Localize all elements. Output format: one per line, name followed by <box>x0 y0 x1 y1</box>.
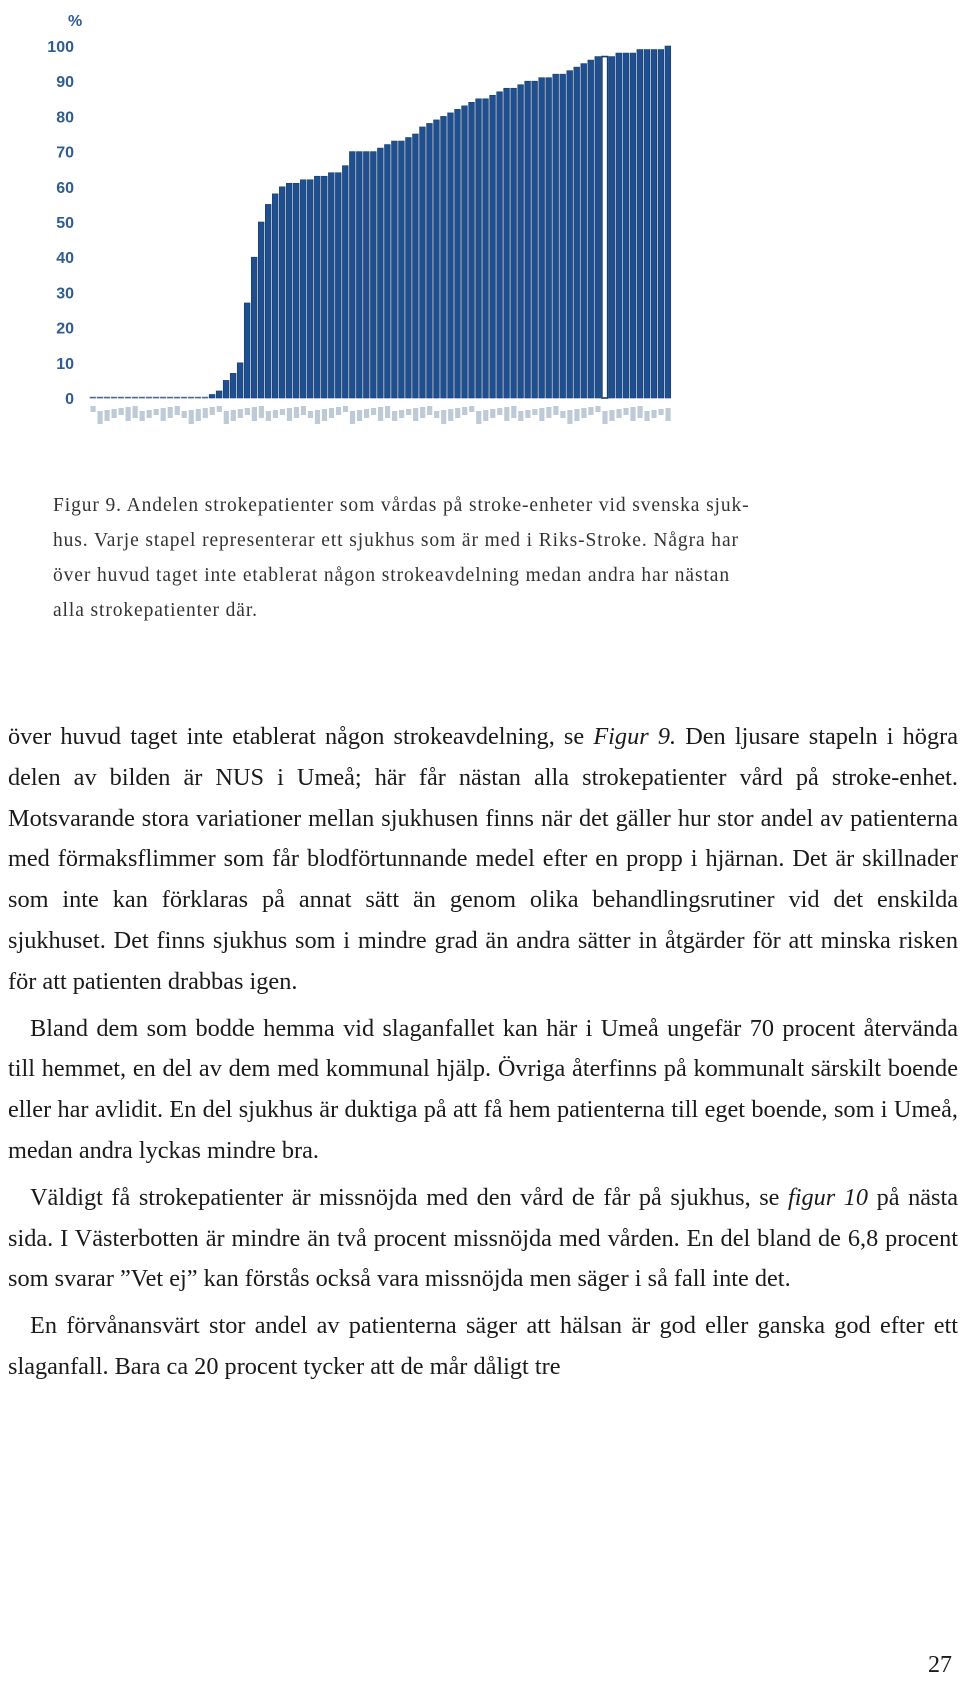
x-tick-label-illegible <box>651 410 656 418</box>
bar <box>286 183 292 398</box>
x-tick-label-illegible <box>364 409 369 418</box>
x-tick-label-illegible <box>112 409 117 418</box>
x-tick-label-illegible <box>413 408 418 421</box>
bar <box>532 81 538 398</box>
bar <box>370 152 376 398</box>
figure-reference: figur 10 <box>787 1183 869 1211</box>
bar <box>539 78 545 398</box>
x-tick-label-illegible <box>231 410 236 421</box>
chart-y-axis <box>47 13 82 408</box>
paragraph-2: Bland dem som bodde hemma vid slaganfallet kan här i Umeå ungefär 70 procent återvända till hemmet, en del av dem med kommunal hjälp. Övriga återfinns på kommunalt särskilt boende eller har avlidit. En del sjukhus är duktiga på att få hem patienterna till eget boende, som i Umeå, medan andra lyckas mindre bra. <box>8 1014 958 1164</box>
bar <box>588 60 594 398</box>
paragraph-3 <box>8 1178 958 1300</box>
bar <box>581 64 587 398</box>
bar <box>427 123 433 398</box>
chart-x-labels <box>91 406 671 424</box>
x-tick-label-illegible <box>315 410 320 424</box>
x-tick-label-illegible <box>189 410 194 424</box>
x-tick-label-illegible <box>238 409 243 418</box>
bar <box>399 141 405 398</box>
x-tick-label-illegible <box>560 411 565 418</box>
bar <box>483 99 489 398</box>
x-tick-label-illegible <box>301 406 306 415</box>
bar <box>167 397 173 398</box>
x-tick-label-illegible <box>266 411 271 421</box>
x-tick-label-illegible <box>336 407 341 415</box>
bar <box>237 363 243 398</box>
bar <box>363 152 369 398</box>
bar <box>279 187 285 398</box>
x-tick-label-illegible <box>462 407 467 415</box>
bar <box>202 397 208 398</box>
bar <box>469 102 475 398</box>
bar <box>665 46 671 398</box>
bar <box>356 152 362 398</box>
bar <box>174 397 180 398</box>
bar <box>342 166 348 398</box>
x-tick-label-illegible <box>168 407 173 418</box>
x-tick-label-illegible <box>392 411 397 421</box>
bar <box>448 113 454 398</box>
x-tick-label-illegible <box>161 408 166 421</box>
caption-line: över huvud taget inte etablerat någon strokeavdelning medan andra har nästan <box>53 565 731 586</box>
x-tick-label-illegible <box>630 407 635 421</box>
x-tick-label-illegible <box>511 406 516 418</box>
bar <box>97 397 103 398</box>
bar <box>251 257 257 398</box>
bar <box>188 397 194 398</box>
y-tick-label: 70 <box>56 144 74 162</box>
bar <box>293 183 299 398</box>
paragraph-text: på nästa sida. I Västerbotten är mindre än två procent missnöjda med vården. En del bland de 6,8 procent som svarar ”Vet ej” kan förstås också vara missnöjda men säger i så fall inte det. <box>8 1183 958 1293</box>
x-tick-label-illegible <box>644 411 649 421</box>
x-tick-label-illegible <box>203 408 208 418</box>
bar <box>125 397 131 398</box>
bar <box>349 152 355 398</box>
bar <box>377 148 383 398</box>
bar-highlight <box>602 57 608 398</box>
x-tick-label-illegible <box>518 411 523 421</box>
bar <box>560 74 566 398</box>
bar <box>160 397 166 398</box>
bar-chart <box>30 0 730 470</box>
x-tick-label-illegible <box>567 410 572 424</box>
bar <box>413 134 419 398</box>
x-tick-label-illegible <box>182 411 187 418</box>
x-tick-label-illegible <box>553 406 558 415</box>
x-tick-label-illegible <box>210 407 215 415</box>
x-tick-label-illegible <box>322 409 327 421</box>
y-tick-label: 100 <box>47 39 74 56</box>
bar <box>595 57 601 398</box>
bar <box>314 176 320 398</box>
x-tick-label-illegible <box>91 406 96 412</box>
bar <box>209 394 215 398</box>
x-tick-label-illegible <box>126 407 131 421</box>
x-tick-label-illegible <box>420 407 425 418</box>
x-tick-label-illegible <box>245 408 250 415</box>
chart-svg <box>30 0 730 470</box>
bar <box>104 397 110 398</box>
x-tick-label-illegible <box>406 409 411 415</box>
bar <box>111 397 117 398</box>
x-tick-label-illegible <box>504 407 509 421</box>
y-tick-label: 10 <box>56 355 74 373</box>
y-tick-label: 50 <box>56 215 74 232</box>
bar <box>609 57 615 398</box>
x-tick-label-illegible <box>623 408 628 415</box>
bar <box>300 180 306 398</box>
x-tick-label-illegible <box>378 407 383 421</box>
bar <box>490 95 496 398</box>
page-number: 27 <box>928 1652 952 1678</box>
y-tick-label: 90 <box>56 74 74 92</box>
bar <box>616 53 622 398</box>
x-tick-label-illegible <box>98 411 103 424</box>
bar <box>658 50 664 398</box>
bar <box>567 71 573 398</box>
paragraph-text: över huvud taget inte etablerat någon strokeavdelning, se <box>8 723 594 750</box>
x-tick-label-illegible <box>497 408 502 415</box>
bar <box>651 50 657 398</box>
x-tick-label-illegible <box>665 408 670 421</box>
x-tick-label-illegible <box>154 409 159 415</box>
x-tick-label-illegible <box>259 406 264 418</box>
bar <box>146 397 152 398</box>
x-tick-label-illegible <box>602 411 607 424</box>
paragraph-4: En förvånansvärt stor andel av patienterna säger att hälsan är god eller ganska god efter ett slaganfall. Bara ca 20 procent tycker att de mår dåligt tre <box>8 1312 958 1380</box>
bar <box>195 397 201 398</box>
bar <box>223 380 229 398</box>
x-tick-label-illegible <box>581 408 586 418</box>
bar <box>637 50 643 398</box>
x-tick-label-illegible <box>469 406 474 412</box>
bar <box>462 106 468 398</box>
x-tick-label-illegible <box>119 408 124 415</box>
x-tick-label-illegible <box>448 409 453 421</box>
x-tick-label-illegible <box>483 410 488 421</box>
figure-caption <box>53 488 913 628</box>
x-tick-label-illegible <box>217 406 222 412</box>
x-tick-label-illegible <box>357 410 362 421</box>
x-tick-label-illegible <box>147 410 152 418</box>
x-tick-label-illegible <box>224 411 229 424</box>
bar <box>504 88 510 398</box>
y-tick-label: 20 <box>56 320 74 338</box>
x-tick-label-illegible <box>273 410 278 418</box>
x-tick-label-illegible <box>574 409 579 421</box>
x-tick-label-illegible <box>371 408 376 415</box>
x-tick-label-illegible <box>532 409 537 415</box>
x-tick-label-illegible <box>343 406 348 412</box>
bar <box>244 303 250 398</box>
bar <box>132 397 138 398</box>
caption-line: hus. Varje stapel representerar ett sjukhus som är med i Riks-Stroke. Några har <box>53 530 739 551</box>
x-tick-label-illegible <box>385 406 390 418</box>
bar <box>385 145 391 398</box>
bar <box>258 222 264 398</box>
x-tick-label-illegible <box>350 411 355 424</box>
x-tick-label-illegible <box>280 409 285 415</box>
x-tick-label-illegible <box>546 407 551 418</box>
x-tick-label-illegible <box>476 411 481 424</box>
x-tick-label-illegible <box>105 410 110 421</box>
x-tick-label-illegible <box>294 407 299 418</box>
caption-line: alla strokepatienter där. <box>53 600 258 621</box>
paragraph-1 <box>8 717 958 1003</box>
bar <box>265 204 271 398</box>
x-tick-label-illegible <box>616 409 621 418</box>
bar <box>153 397 159 398</box>
x-tick-label-illegible <box>455 408 460 418</box>
bar <box>216 391 222 398</box>
bar <box>118 397 124 398</box>
x-tick-label-illegible <box>525 410 530 418</box>
y-axis-label: % <box>68 13 83 30</box>
bar <box>420 127 426 398</box>
x-tick-label-illegible <box>658 409 663 415</box>
x-tick-label-illegible <box>441 410 446 424</box>
bar <box>272 194 278 398</box>
bar <box>511 88 517 398</box>
x-tick-label-illegible <box>175 406 180 415</box>
bar <box>181 397 187 398</box>
x-tick-label-illegible <box>490 409 495 418</box>
y-tick-label: 0 <box>65 391 74 408</box>
x-tick-label-illegible <box>140 411 145 421</box>
y-tick-label: 30 <box>56 285 74 303</box>
x-tick-label-illegible <box>308 411 313 418</box>
bar <box>518 85 524 398</box>
body-text <box>8 717 958 1388</box>
bar <box>90 397 96 398</box>
x-tick-label-illegible <box>399 410 404 418</box>
x-tick-label-illegible <box>595 406 600 412</box>
x-tick-label-illegible <box>252 407 257 421</box>
paragraph-text: Väldigt få strokepatienter är missnöjda med den vård de får på sjukhus, se <box>30 1183 788 1211</box>
x-tick-label-illegible <box>539 408 544 421</box>
caption-line: Figur 9. Andelen strokepatienter som vårdas på stroke-enheter vid svenska sjuk- <box>53 495 750 516</box>
bar <box>525 81 531 398</box>
x-tick-label-illegible <box>287 408 292 421</box>
bar <box>623 53 629 398</box>
bar <box>476 99 482 398</box>
bar <box>139 397 145 398</box>
x-tick-label-illegible <box>609 410 614 421</box>
bar <box>321 176 327 398</box>
bar <box>455 109 461 398</box>
bar <box>328 173 334 398</box>
figure-reference: Figur 9. <box>593 723 677 750</box>
x-tick-label-illegible <box>427 406 432 415</box>
bar <box>307 180 313 398</box>
bar <box>441 116 447 398</box>
bar <box>335 173 341 398</box>
bar <box>644 50 650 398</box>
bar <box>546 78 552 398</box>
paragraph-text: Den ljusare stapeln i högra delen av bilden är NUS i Umeå; här får nästan alla strokepatienter vård på stroke-enhet. Motsvarande stora variationer mellan sjukhusen finns när det gäller hur stor andel av patienterna med förmaksflimmer som får blodförtunnande medel efter en propp i hjärnan. Det är skillnader som inte kan förklaras på annat sätt än genom olika behandlingsrutiner vid det enskilda sjukhuset. Det finns sjukhus som i mindre grad än andra sätter in åtgärder för att minska risken för att patienten drabbas igen. <box>8 723 958 995</box>
y-tick-label: 40 <box>56 250 74 268</box>
x-tick-label-illegible <box>637 406 642 418</box>
y-tick-label: 60 <box>56 179 74 197</box>
x-tick-label-illegible <box>196 409 201 421</box>
bar <box>392 141 398 398</box>
chart-bars <box>90 46 671 398</box>
bar <box>630 53 636 398</box>
bar <box>497 92 503 398</box>
bar <box>230 373 236 398</box>
x-tick-label-illegible <box>133 406 138 418</box>
x-tick-label-illegible <box>588 407 593 415</box>
y-tick-label: 80 <box>56 109 74 127</box>
bar <box>434 120 440 398</box>
x-tick-label-illegible <box>434 411 439 418</box>
bar <box>574 67 580 398</box>
x-tick-label-illegible <box>329 408 334 418</box>
bar <box>406 138 412 398</box>
bar <box>553 74 559 398</box>
